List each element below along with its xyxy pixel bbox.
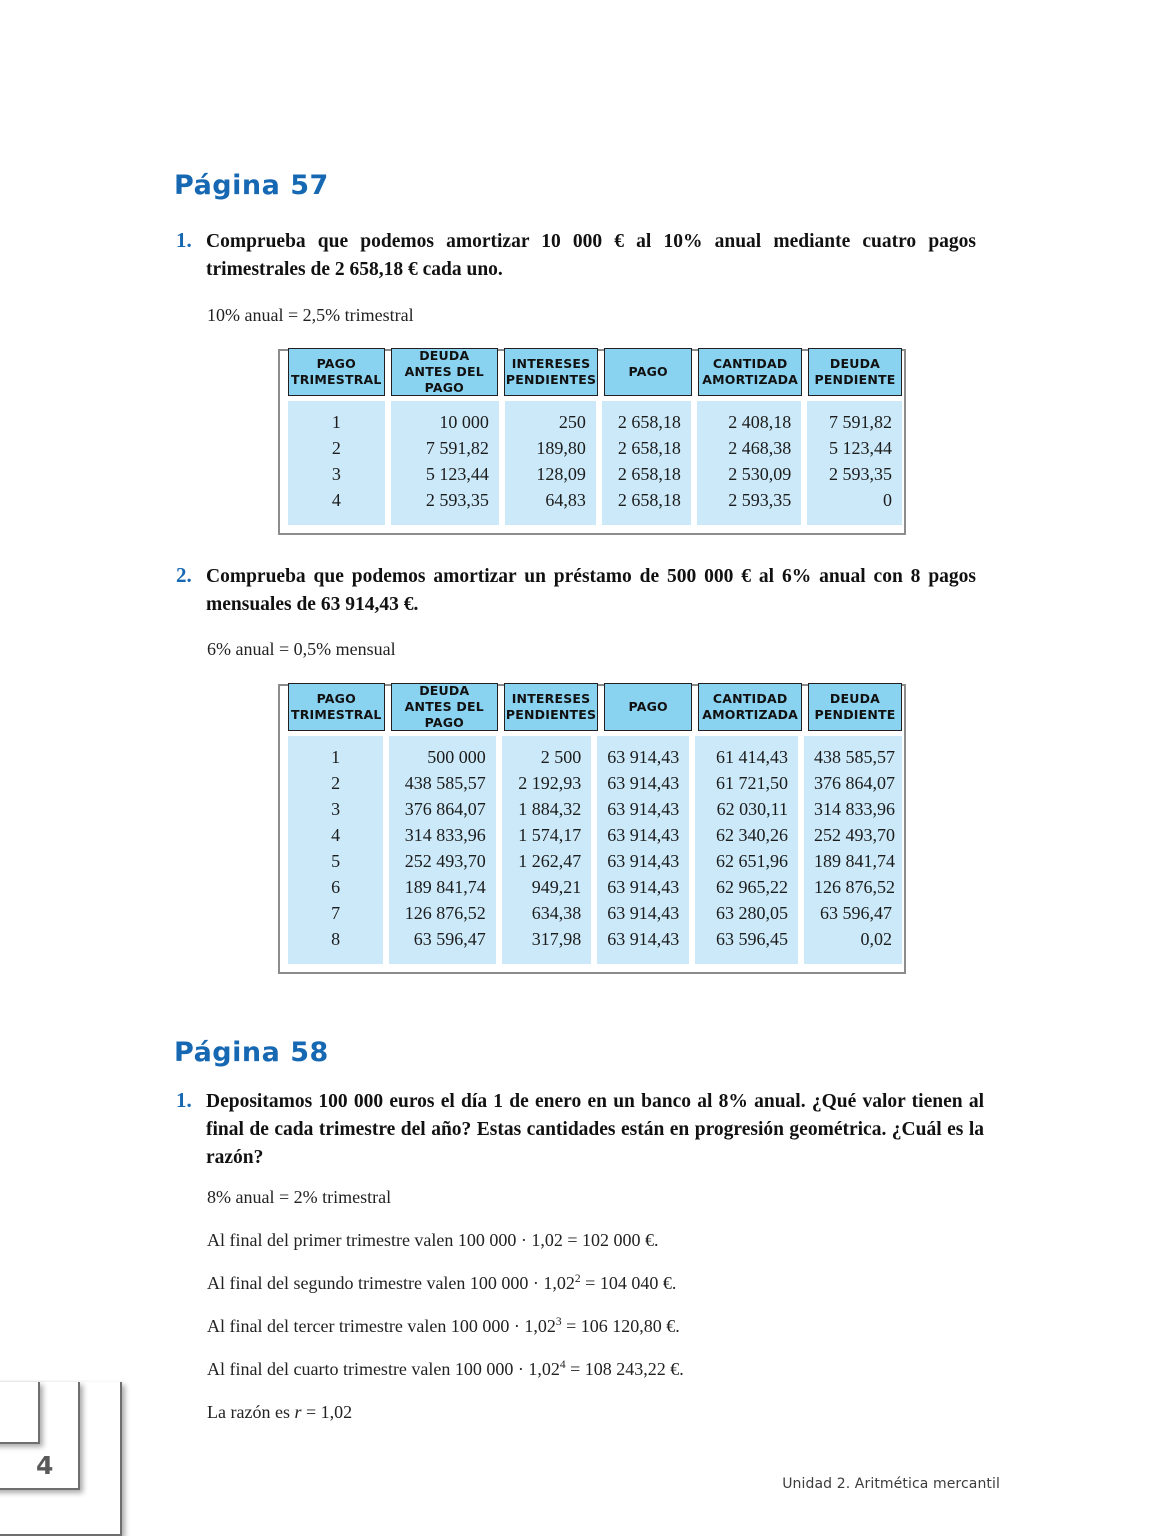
- table-column-deuda-antes-del-pago: [391, 401, 499, 525]
- table-cell: 2 468,38: [728, 438, 792, 458]
- table-cell: 2 500: [540, 747, 582, 767]
- table-cell: 63 914,43: [607, 747, 680, 767]
- exercise-number: 1.: [176, 1088, 192, 1112]
- column-header-intereses-pendientes: INTERESES PENDIENTES: [504, 348, 598, 396]
- table-column-cantidad-amortizada: [697, 401, 801, 525]
- table-cell: 2 593,35: [728, 490, 792, 510]
- table-column-intereses-pendientes: [505, 401, 596, 525]
- table-cell: 314 833,96: [813, 799, 895, 819]
- exercise-statement: Comprueba que podemos amortizar 10 000 € al 10% anual mediante cuatro pagos trimestrales de 2 658,18 € cada uno.: [206, 231, 976, 280]
- table-cell: 438 585,57: [813, 747, 895, 767]
- exercise-number: 2.: [176, 563, 192, 587]
- exercise-statement: Comprueba que podemos amortizar un préstamo de 500 000 € al 6% anual con 8 pagos mensuales de 63 914,43 €.: [206, 566, 976, 615]
- solution-text: = 106 120,80 €.: [561, 1316, 680, 1336]
- table-cell: 7 591,82: [829, 412, 892, 432]
- column-header-deuda-pendiente: DEUDA PENDIENTE: [808, 683, 902, 731]
- exponent: 4: [559, 1359, 566, 1371]
- solution-text: La razón es: [207, 1402, 295, 1422]
- exponent: 2: [574, 1273, 581, 1285]
- table-cell: 62 965,22: [715, 877, 788, 897]
- exercise-2-p57: [176, 563, 976, 619]
- table-cell: 2 658,18: [617, 438, 681, 458]
- solution-text: = 104 040 €.: [580, 1273, 677, 1293]
- solution-text: Al final del tercer trimestre valen 100 000 · 1,02: [207, 1316, 556, 1336]
- solution-line-fourth-quarter: [207, 1357, 684, 1381]
- table-cell: 189,80: [536, 438, 586, 458]
- table-cell: 2 408,18: [728, 412, 792, 432]
- table-cell: 1 884,32: [518, 799, 582, 819]
- table-cell: 63 914,43: [607, 851, 680, 871]
- exercise-statement: Depositamos 100 000 euros el día 1 de enero en un banco al 8% anual. ¿Qué valor tienen al final de cada trimestre del año? Estas cantidades están en progresión geométrica. ¿Cuál es la razón?: [206, 1091, 984, 1168]
- table-column-cantidad-amortizada: [695, 736, 798, 964]
- table-cell: 949,21: [531, 877, 582, 897]
- amortization-table-monthly: [278, 684, 906, 974]
- table-cell: 1 262,47: [518, 851, 582, 871]
- table-cell: 376 864,07: [404, 799, 486, 819]
- note-rate-conversion-2: 6% anual = 0,5% mensual: [207, 639, 396, 659]
- table-header-row: [288, 683, 902, 731]
- exponent: 3: [555, 1316, 562, 1328]
- table-cell: 1: [331, 412, 341, 432]
- corner-step-1: [0, 1382, 40, 1444]
- table-cell: 3: [331, 464, 341, 484]
- table-cell: 6: [331, 877, 341, 897]
- table-cell: 61 721,50: [715, 773, 788, 793]
- table-cell: 2 593,35: [425, 490, 489, 510]
- table-cell: 63 596,47: [819, 903, 892, 923]
- table-cell: 7: [331, 903, 341, 923]
- exercise-number: 1.: [176, 228, 192, 252]
- table-cell: 64,83: [545, 490, 586, 510]
- table-cell: 7 591,82: [425, 438, 489, 458]
- table-cell: 0: [883, 490, 892, 510]
- table-cell: 2 593,35: [829, 464, 892, 484]
- table-cell: 126 876,52: [813, 877, 895, 897]
- solution-line-second-quarter: [207, 1271, 676, 1295]
- table-cell: 63 914,43: [607, 825, 680, 845]
- table-cell: 250: [558, 412, 586, 432]
- table-cell: 63 596,45: [715, 929, 788, 949]
- solution-text: = 1,02: [301, 1402, 353, 1422]
- note-rate-conversion-1: 10% anual = 2,5% trimestral: [207, 305, 414, 325]
- table-cell: 63 596,47: [413, 929, 486, 949]
- section-heading-pagina-58: Página 58: [174, 1037, 329, 1068]
- table-cell: 4: [331, 490, 341, 510]
- variable-r: r: [294, 1402, 302, 1422]
- table-cell: 62 340,26: [715, 825, 788, 845]
- column-header-deuda-antes-del-pago: DEUDA ANTES DEL PAGO: [391, 348, 498, 396]
- table-cell: 128,09: [536, 464, 586, 484]
- table-cell: 317,98: [531, 929, 582, 949]
- table-column-deuda-pendiente: [807, 401, 902, 525]
- table-column-pago-trimestral: [288, 401, 385, 525]
- table-cell: 2: [331, 438, 341, 458]
- section-heading-pagina-57: Página 57: [174, 170, 329, 201]
- table-cell: 2 530,09: [728, 464, 792, 484]
- table-cell: 63 914,43: [607, 799, 680, 819]
- exercise-1-p58: [176, 1088, 984, 1172]
- table-column-pago: [597, 736, 689, 964]
- table-body: [288, 401, 902, 525]
- table-cell: 1 574,17: [518, 825, 582, 845]
- table-cell: 500 000: [427, 747, 486, 767]
- solution-line-third-quarter: [207, 1314, 680, 1338]
- table-cell: 1: [331, 747, 341, 767]
- table-cell: 189 841,74: [404, 877, 486, 897]
- solution-line-rate: 8% anual = 2% trimestral: [207, 1187, 392, 1207]
- solution-text: Al final del cuarto trimestre valen 100 000 · 1,02: [207, 1359, 560, 1379]
- table-cell: 438 585,57: [404, 773, 486, 793]
- table-column-pago-trimestral: [288, 736, 383, 964]
- table-column-deuda-antes-del-pago: [389, 736, 495, 964]
- table-column-pago: [602, 401, 691, 525]
- column-header-deuda-pendiente: DEUDA PENDIENTE: [808, 348, 902, 396]
- footer-unit-label: Unidad 2. Aritmética mercantil: [782, 1476, 1000, 1492]
- table-cell: 5 123,44: [425, 464, 489, 484]
- table-cell: 4: [331, 825, 341, 845]
- table-body: [288, 736, 902, 964]
- table-column-deuda-pendiente: [804, 736, 902, 964]
- exercise-1-p57: [176, 228, 976, 284]
- table-cell: 2: [331, 773, 341, 793]
- table-cell: 61 414,43: [715, 747, 788, 767]
- table-column-intereses-pendientes: [502, 736, 592, 964]
- solution-text: = 108 243,22 €.: [565, 1359, 684, 1379]
- table-header-row: [288, 348, 902, 396]
- page-corner-decoration: [0, 1396, 170, 1536]
- column-header-pago: PAGO: [604, 683, 692, 731]
- table-cell: 252 493,70: [404, 851, 486, 871]
- column-header-pago-trimestral: PAGO TRIMESTRAL: [288, 683, 385, 731]
- solution-line-ratio: [207, 1400, 352, 1424]
- table-cell: 63 914,43: [607, 773, 680, 793]
- table-cell: 8: [331, 929, 341, 949]
- table-cell: 3: [331, 799, 341, 819]
- table-cell: 62 651,96: [715, 851, 788, 871]
- table-cell: 2 658,18: [617, 464, 681, 484]
- table-cell: 376 864,07: [813, 773, 895, 793]
- table-cell: 62 030,11: [716, 799, 788, 819]
- table-cell: 2 192,93: [518, 773, 582, 793]
- table-cell: 126 876,52: [404, 903, 486, 923]
- solution-line-first-quarter: Al final del primer trimestre valen 100 000 · 1,02 = 102 000 €.: [207, 1230, 659, 1250]
- table-cell: 63 914,43: [607, 903, 680, 923]
- column-header-deuda-antes-del-pago: DEUDA ANTES DEL PAGO: [391, 683, 498, 731]
- table-cell: 634,38: [531, 903, 582, 923]
- table-cell: 5: [331, 851, 341, 871]
- table-cell: 189 841,74: [813, 851, 895, 871]
- table-cell: 63 914,43: [607, 929, 680, 949]
- table-cell: 0,02: [860, 929, 892, 949]
- column-header-cantidad-amortizada: CANTIDAD AMORTIZADA: [698, 683, 802, 731]
- solution-text: Al final del segundo trimestre valen 100 000 · 1,02: [207, 1273, 575, 1293]
- column-header-intereses-pendientes: INTERESES PENDIENTES: [504, 683, 598, 731]
- table-cell: 5 123,44: [829, 438, 892, 458]
- table-cell: 2 658,18: [617, 412, 681, 432]
- column-header-cantidad-amortizada: CANTIDAD AMORTIZADA: [698, 348, 802, 396]
- table-cell: 314 833,96: [404, 825, 486, 845]
- table-cell: 10 000: [439, 412, 489, 432]
- page-number: 4: [36, 1451, 54, 1480]
- amortization-table-quarterly: [278, 349, 906, 535]
- table-cell: 63 280,05: [715, 903, 788, 923]
- table-cell: 63 914,43: [607, 877, 680, 897]
- table-cell: 2 658,18: [617, 490, 681, 510]
- table-cell: 252 493,70: [813, 825, 895, 845]
- column-header-pago-trimestral: PAGO TRIMESTRAL: [288, 348, 385, 396]
- column-header-pago: PAGO: [604, 348, 692, 396]
